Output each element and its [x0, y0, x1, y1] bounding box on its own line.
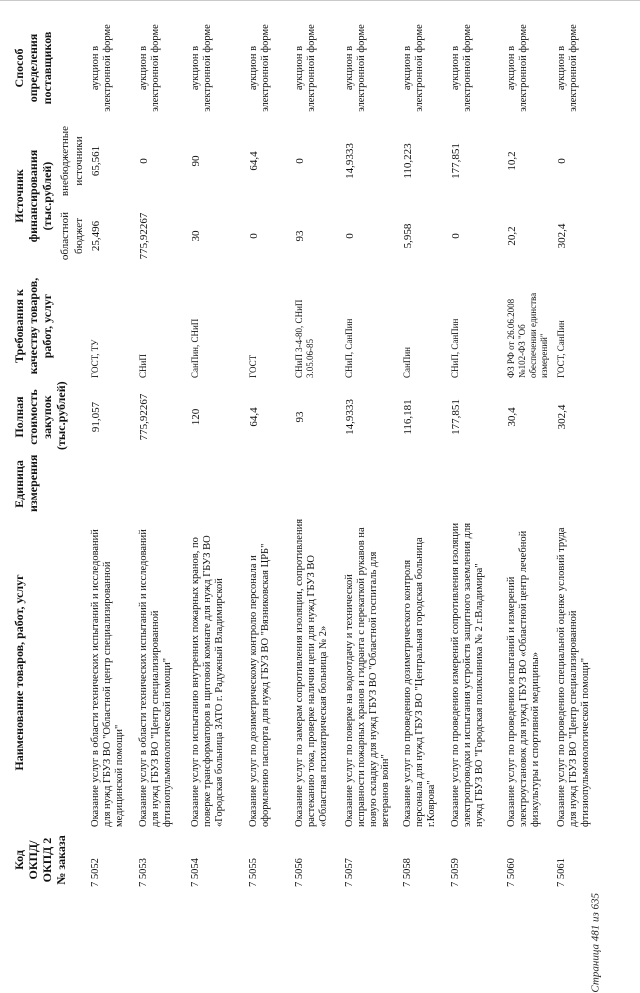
- regional-budget: 93: [294, 230, 306, 242]
- unit-cell: [504, 453, 554, 515]
- table-row: [554, 15, 602, 890]
- total-cost: 91,057: [90, 401, 102, 433]
- total-cost: 177,851: [450, 399, 462, 435]
- item-name: Оказание услуг по проведению дозиметрического контроля персонала для нужд ГБУЗ ВО "Центральная городская больница г.Коврова": [402, 537, 437, 827]
- supplier-method: аукцион в электронной форме: [450, 24, 473, 112]
- header-requirements: Требования к качеству товаров, работ, услуг: [12, 277, 54, 375]
- regional-budget: 0: [248, 233, 260, 239]
- supplier-method: аукцион в электронной форме: [190, 24, 213, 112]
- supplier-method: аукцион в электронной форме: [90, 24, 113, 112]
- total-cost: 64,4: [248, 407, 260, 427]
- supplier-method: аукцион в электронной форме: [556, 24, 579, 112]
- table-row: [136, 15, 188, 890]
- order-code: 7 5056: [294, 858, 305, 887]
- supplier-method: аукцион в электронной форме: [138, 24, 161, 112]
- table-body: [88, 15, 602, 890]
- regional-budget: 0: [450, 233, 462, 239]
- extra-budget: 0: [294, 158, 306, 164]
- order-code: 7 5052: [90, 858, 101, 887]
- order-code: 7 5060: [506, 858, 517, 887]
- quality-requirements: СанПин: [402, 347, 412, 378]
- table-row: [504, 15, 554, 890]
- item-name: Оказание услуг по проведению испытаний и измерений электроустановок для нужд ГБУЗ ВО «Областной центр лечебной физкультуры и спортивной медицины»: [506, 530, 541, 827]
- quality-requirements: СНиП 3-4-80, СНиП 3.05.06-85: [294, 299, 315, 378]
- item-name: Оказание услуг по дозиметрическому контролю персонала и оформлению паспорта для нужд ГБУЗ ВО "Вязниковская ЦРБ": [248, 543, 271, 827]
- procurement-table: [10, 15, 602, 890]
- item-name: Оказание услуг по испытанию внутренних пожарных кранов, по поверке трансформаторов в щитовой комнате для нужд ГБУЗ ВО «Городская больница ЗАТО г. Радужный Владимирской: [190, 535, 225, 827]
- order-code: 7 5061: [556, 858, 567, 887]
- table-row: [188, 15, 246, 890]
- unit-cell: [246, 453, 292, 515]
- order-code: 7 5057: [344, 858, 355, 887]
- table-row: [400, 15, 448, 890]
- regional-budget: 0: [344, 233, 356, 239]
- supplier-method: аукцион в электронной форме: [344, 24, 367, 112]
- quality-requirements: ГОСТ: [248, 354, 258, 378]
- quality-requirements: СНиП, СанПин: [344, 318, 354, 378]
- header-row: [10, 15, 56, 890]
- item-name: Оказание услуг по проведению специальной оценке условий труда для нужд ГБУЗ ВО "Центр специализированной фтизиопульмонологической помощи": [556, 527, 591, 827]
- total-cost: 93: [294, 411, 306, 423]
- order-code: 7 5059: [450, 858, 461, 887]
- order-code: 7 5058: [402, 858, 413, 887]
- unit-cell: [342, 453, 400, 515]
- table-row: [342, 15, 400, 890]
- unit-cell: [136, 453, 188, 515]
- extra-budget: 14,9333: [344, 143, 356, 179]
- supplier-method: аукцион в электронной форме: [506, 24, 529, 112]
- page-footer: Страница 481 из 635: [590, 893, 602, 993]
- total-cost: 302,4: [556, 404, 568, 430]
- table-row: [88, 15, 136, 890]
- order-code: 7 5054: [190, 858, 201, 887]
- total-cost: 116,181: [402, 399, 414, 435]
- header-name: Наименование товаров, работ, услуг: [12, 574, 26, 771]
- table-row: [292, 15, 342, 890]
- item-name: Оказание услуг по замерам сопротивления изоляции, сопротивления растеканию тока, проверке наличия цепи для нужд ГБУЗ ВО «Областная психиатрическая больница № 2»: [294, 518, 329, 827]
- table-row: [448, 15, 504, 890]
- extra-budget: 65,561: [90, 145, 102, 177]
- regional-budget: 30: [190, 230, 202, 242]
- header-total: Полная стоимость закупок (тыс.рублей): [12, 381, 68, 450]
- unit-cell: [88, 453, 136, 515]
- quality-requirements: СНиП, СанПин: [450, 318, 460, 378]
- table-row: [246, 15, 292, 890]
- unit-cell: [400, 453, 448, 515]
- rotated-table-container: [10, 15, 610, 890]
- total-cost: 14,9333: [344, 399, 356, 435]
- unit-cell: [292, 453, 342, 515]
- item-name: Оказание услуг в области технических испытаний и исследований для нужд ГБУЗ ВО "Центр специализированной фтизиопульмонологической помощи": [138, 529, 173, 827]
- total-cost: 30,4: [506, 407, 518, 427]
- supplier-method: аукцион в электронной форме: [294, 24, 317, 112]
- regional-budget: 25,496: [90, 220, 102, 252]
- quality-requirements: СНиП: [138, 354, 148, 378]
- supplier-method: аукцион в электронной форме: [248, 24, 271, 112]
- header-source-regional: областной бюджет: [59, 211, 85, 261]
- item-name: Оказание услуг в области технических испытаний и исследований для нужд ГБУЗ ВО "Областной центр специализированной медицинской помощи": [90, 529, 125, 827]
- regional-budget: 775,92267: [138, 212, 150, 260]
- regional-budget: 20,2: [506, 226, 518, 246]
- total-cost: 775,92267: [138, 393, 150, 441]
- extra-budget: 90: [190, 155, 202, 167]
- quality-requirements: СанПин, СНиП: [190, 318, 200, 378]
- unit-cell: [554, 453, 602, 515]
- quality-requirements: ФЗ РФ от 26.06.2008 №102-ФЗ "Об обеспечении единства измерений": [506, 292, 549, 378]
- header-unit: Единица измерения: [12, 454, 40, 512]
- extra-budget: 64,4: [248, 151, 260, 171]
- regional-budget: 302,4: [556, 223, 568, 249]
- total-cost: 120: [190, 408, 202, 426]
- unit-cell: [188, 453, 246, 515]
- header-code: Код ОКПД/ ОКПД 2 № заказа: [12, 835, 68, 885]
- unit-cell: [448, 453, 504, 515]
- supplier-method: аукцион в электронной форме: [402, 24, 425, 112]
- header-source: Источник финансирования (тыс.рублей): [12, 149, 54, 243]
- item-name: Оказание услуг по проведению измерений сопротивления изоляции электропроводки и испытания устройств защитного заземления для нужд ГБУЗ ВО "Городская поликлиника № 2 г.Владимира": [450, 522, 485, 827]
- header-source-extra: внебюджетные источники: [59, 125, 85, 197]
- quality-requirements: ГОСТ, СанПин: [556, 320, 566, 378]
- order-code: 7 5053: [138, 858, 149, 887]
- header-method: Способ определения поставщиков: [12, 31, 54, 105]
- extra-budget: 10,2: [506, 151, 518, 171]
- regional-budget: 5,958: [402, 223, 414, 249]
- extra-budget: 110,223: [402, 143, 414, 179]
- order-code: 7 5055: [248, 858, 259, 887]
- extra-budget: 0: [556, 158, 568, 164]
- extra-budget: 0: [138, 158, 150, 164]
- quality-requirements: ГОСТ, ТУ: [90, 339, 100, 378]
- item-name: Оказание услуг по поверке на водоотдачу и технической исправности пожарных кранов и гидранта с перекаткой рукавов на новую складку для нужд ГБУЗ ВО "Областной госпиталь для ветеранов войн": [344, 527, 391, 827]
- extra-budget: 177,851: [450, 143, 462, 179]
- scan-edge: [0, 0, 640, 1]
